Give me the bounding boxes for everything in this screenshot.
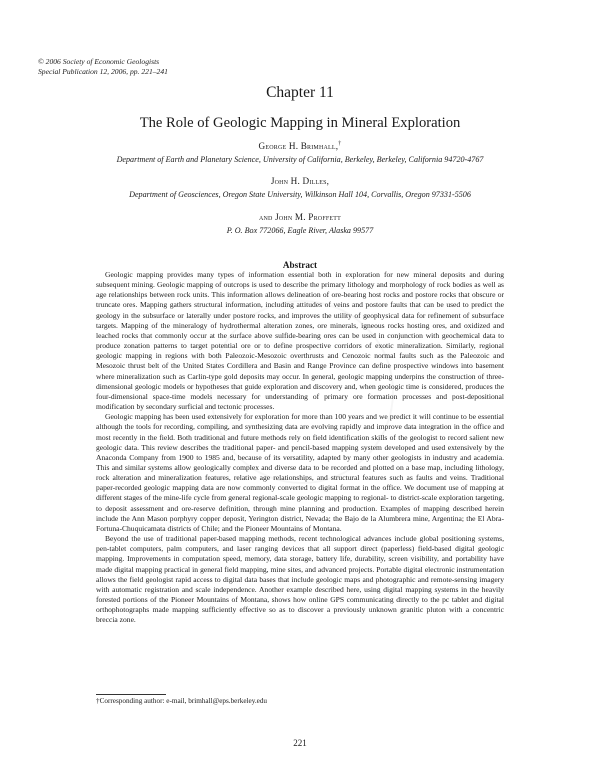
chapter-label: Chapter 11: [266, 84, 334, 101]
citation-line: Special Publication 12, 2006, pp. 221–241: [38, 66, 168, 76]
author-affiliation: Department of Earth and Planetary Science, University of California, Berkeley, Berkeley, California 94720-4767: [116, 155, 484, 164]
corresponding-author-footnote: †Corresponding author: e-mail, brimhall@eps.berkeley.edu: [96, 697, 268, 705]
copyright-line: © 2006 Society of Economic Geologists: [38, 57, 160, 66]
copyright-notice: [38, 57, 168, 76]
abstract-paragraph: Beyond the use of traditional paper-based mapping methods, recent technological advances include global positioning systems, pen-tablet computers, palm computers, and laser ranging devices that all support direct (paperless) field-based digital geologic mapping. Improvements in computation speed, memory, data storage, battery life, durability, screen visibility, and portability have made digital mapping practical in general field mapping, mine sites, and advanced projects. Portable digital electronic instrumentation allows the field geologist rapid access to digital data bases that include geologic maps and photographic and remote-sensing imagery with automatic registration and scale independence. Another example described here, using digital mapping systems in the heavily forested portions of the Pioneer Mountains of Montana, shows how online GPS communicating directly to the pc tablet and digital orthophotographs made mapping sufficiently effective so as to discover a previously unknown granitic pluton with a concentric breccia zone.: [96, 534, 504, 625]
author-affiliation: Department of Geosciences, Oregon State University, Wilkinson Hall 104, Corvallis, Oregon 97331-5506: [129, 190, 471, 199]
abstract-heading: Abstract: [282, 260, 318, 270]
author-name: [0, 141, 600, 151]
abstract-body: [96, 270, 504, 625]
author-name-text: George H. Brimhall,: [258, 141, 339, 152]
author-footnote-mark: †: [338, 141, 342, 147]
author-name: and John M. Proffett: [258, 212, 342, 222]
abstract-paragraph: Geologic mapping provides many types of information essential both in exploration for new mineral deposits and during subsequent mining. Geologic mapping of outcrops is used to describe the primary lithology and morphology of rock bodies as well as age relationships between rock units. This information allows delineation of ore-bearing host rocks and postore rocks that obscure or truncate ores. Mapping gathers structural information, including attitudes of veins and postore faults that can be used to predict the geology in the subsurface or laterally under postore rocks, and improves the utility of geophysical data for refinement of subsurface targets. Mapping of the mineralogy of hydrothermal alteration zones, ore minerals, igneous rocks hosting ores, and oxidized and leached rocks that commonly occur at the surface above sulfide-bearing ores can be used in conjunction with geochemical data to produce zonation patterns to target potential ore or to define prospective corridors of exotic mineralization. Similarly, regional geologic mapping in regions with both Paleozoic-Mesozoic overthrusts and Cenozoic normal faults such as the Paleozoic and Mesozoic thrust belt of the United States Cordillera and Basin and Range Province can define prospective windows into basement where mineralization such as Carlin-type gold deposits may occur. In general, geologic mapping underpins the construction of three-dimensional geologic models or hypotheses that guide exploration and discovery and, when geologic time is considered, produces the four-dimensional space-time models necessary for understanding of primary ore formation processes and post-depositional modification by secondary surficial and tectonic processes.: [96, 270, 504, 412]
footnote-divider: [96, 694, 166, 695]
page-number: 221: [293, 738, 307, 748]
paper-title: The Role of Geologic Mapping in Mineral Exploration: [139, 115, 461, 131]
author-affiliation: P. O. Box 772066, Eagle River, Alaska 99577: [226, 226, 374, 235]
abstract-paragraph: Geologic mapping has been used extensively for exploration for more than 100 years and we predict it will continue to be essential although the tools for recording, compiling, and synthesizing data are evolving rapidly and improve data integration in the office and most recently in the field. Both traditional and future methods rely on field identification skills of the geologist to record salient new geologic data. This review describes the traditional paper- and pencil-based mapping system developed and used extensively by the Anaconda Company from 1900 to 1985 and, because of its versatility, adapted by many other geologists in industry and academia. This and similar systems allow geologically complex and diverse data to be recorded and plotted on a base map, including lithology, rock alteration and mineralization features, relative age relationships, and structural features such as faults and veins. Traditional paper-recorded geologic mapping data are now commonly converted to digital format in the office. We document use of mapping at different stages of the mine-life cycle from general regional-scale geologic mapping to regional- to district-scale exploration targeting, to deposit assessment and ore-reserve definition, through mine planning and production. Examples of mapping described herein include the Ann Mason porphyry copper deposit, Yerington district, Nevada; the Bajo de la Alumbrera mine, Argentina; the El Abra-Fortuna-Chuquicamata districts of Chile; and the Pioneer Mountains of Montana.: [96, 412, 504, 533]
author-name: John H. Dilles,: [270, 176, 330, 186]
